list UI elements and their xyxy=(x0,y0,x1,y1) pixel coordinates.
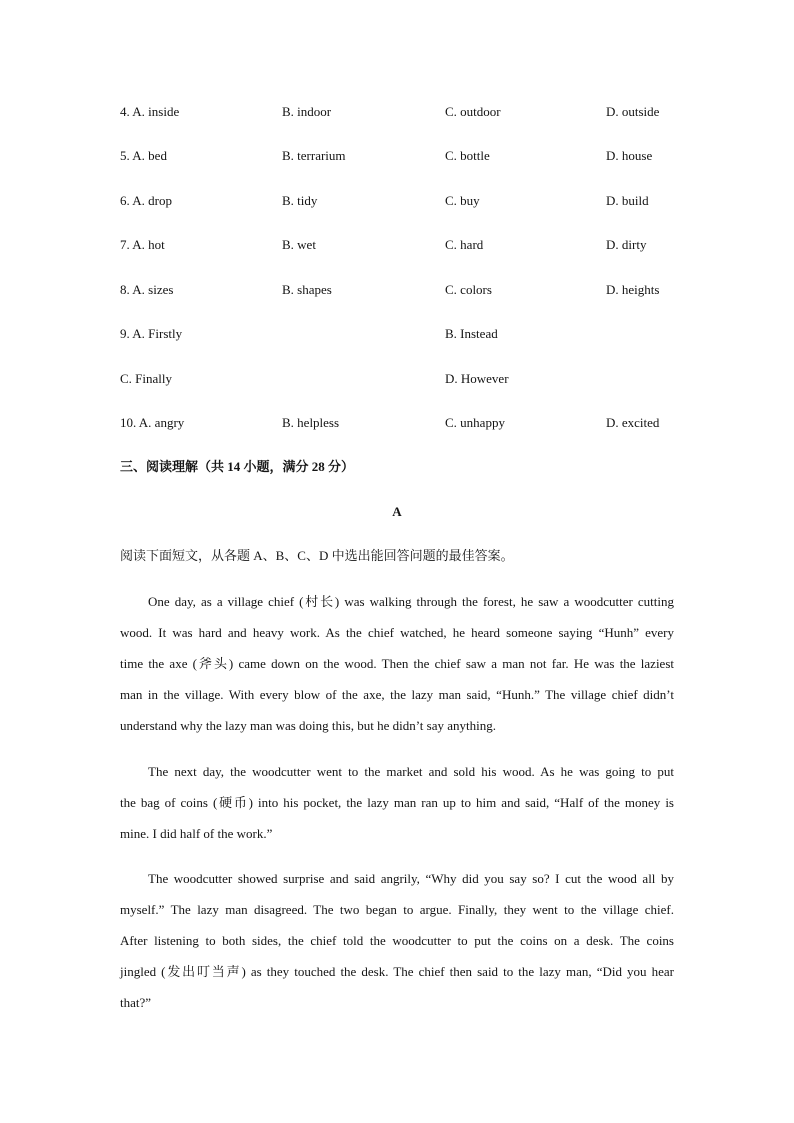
option-a: 5. A. bed xyxy=(120,148,167,163)
option-c: C. Finally xyxy=(120,371,173,386)
paragraph-line: wood. It was hard and heavy work. As the chief watched, he heard someone saying “Hunh” every xyxy=(120,625,674,640)
option-a: 6. A. drop xyxy=(120,193,172,208)
option-a: 10. A. angry xyxy=(120,415,185,430)
section-heading: 三、阅读理解（共 14 小题，满分 28 分） xyxy=(120,459,355,474)
option-b: B. helpless xyxy=(282,415,340,430)
paragraph-line: The woodcutter showed surprise and said angrily, “Why did you say so? I cut the wood all by xyxy=(148,871,674,886)
option-b: B. terrarium xyxy=(282,148,346,163)
option-c: C. bottle xyxy=(445,148,490,163)
paragraph-line: time the axe (斧头) came down on the wood. Then the chief saw a man not far. He was the laziest xyxy=(120,656,674,671)
option-a: 7. A. hot xyxy=(120,237,165,252)
option-d: D. house xyxy=(606,148,653,163)
question-9-options-row-2 xyxy=(0,370,794,388)
option-b: B. shapes xyxy=(282,282,332,297)
option-c: C. outdoor xyxy=(445,104,501,119)
option-d: D. heights xyxy=(606,282,660,297)
passage-title: A xyxy=(392,504,402,519)
passage-paragraph-2 xyxy=(120,756,674,849)
question-6-options xyxy=(0,192,794,210)
question-9-options-row-1 xyxy=(0,325,794,343)
option-b: B. tidy xyxy=(282,193,318,208)
option-d: D. build xyxy=(606,193,649,208)
paragraph-line: After listening to both sides, the chief told the woodcutter to put the coins on a desk. The coins xyxy=(120,933,674,948)
option-b: B. wet xyxy=(282,237,316,252)
paragraph-line: the bag of coins (硬币) into his pocket, the lazy man ran up to him and said, “Half of the money is xyxy=(120,795,674,810)
option-d: D. However xyxy=(445,371,509,386)
option-d: D. outside xyxy=(606,104,660,119)
option-a: 9. A. Firstly xyxy=(120,326,183,341)
option-c: C. hard xyxy=(445,237,484,252)
option-b: B. Instead xyxy=(445,326,498,341)
option-d: D. excited xyxy=(606,415,660,430)
paragraph-line: The next day, the woodcutter went to the market and sold his wood. As he was going to put xyxy=(148,764,674,779)
paragraph-line: myself.” The lazy man disagreed. The two began to argue. Finally, they went to the village chief. xyxy=(120,902,674,917)
question-7-options xyxy=(0,236,794,254)
question-5-options xyxy=(0,147,794,165)
option-d: D. dirty xyxy=(606,237,647,252)
paragraph-line: man in the village. With every blow of the axe, the lazy man said, “Hunh.” The village chief didn’t xyxy=(120,687,674,702)
option-c: C. colors xyxy=(445,282,492,297)
paragraph-line: understand why the lazy man was doing this, but he didn’t say anything. xyxy=(120,718,496,733)
paragraph-line: mine. I did half of the work.” xyxy=(120,826,273,841)
option-a: 4. A. inside xyxy=(120,104,180,119)
option-c: C. unhappy xyxy=(445,415,505,430)
question-4-options xyxy=(0,103,794,121)
passage-paragraph-3 xyxy=(120,863,674,1018)
paragraph-line: that?” xyxy=(120,995,152,1010)
paragraph-line: One day, as a village chief (村长) was walking through the forest, he saw a woodcutter cutting xyxy=(148,594,674,609)
passage-instruction: 阅读下面短文，从各题 A、B、C、D 中选出能回答问题的最佳答案。 xyxy=(120,548,514,563)
option-b: B. indoor xyxy=(282,104,332,119)
option-a: 8. A. sizes xyxy=(120,282,174,297)
question-10-options xyxy=(0,414,794,432)
option-c: C. buy xyxy=(445,193,480,208)
passage-paragraph-1 xyxy=(120,586,674,741)
paragraph-line: jingled (发出叮当声) as they touched the desk. The chief then said to the lazy man, “Did you hear xyxy=(120,964,674,979)
question-8-options xyxy=(0,281,794,299)
